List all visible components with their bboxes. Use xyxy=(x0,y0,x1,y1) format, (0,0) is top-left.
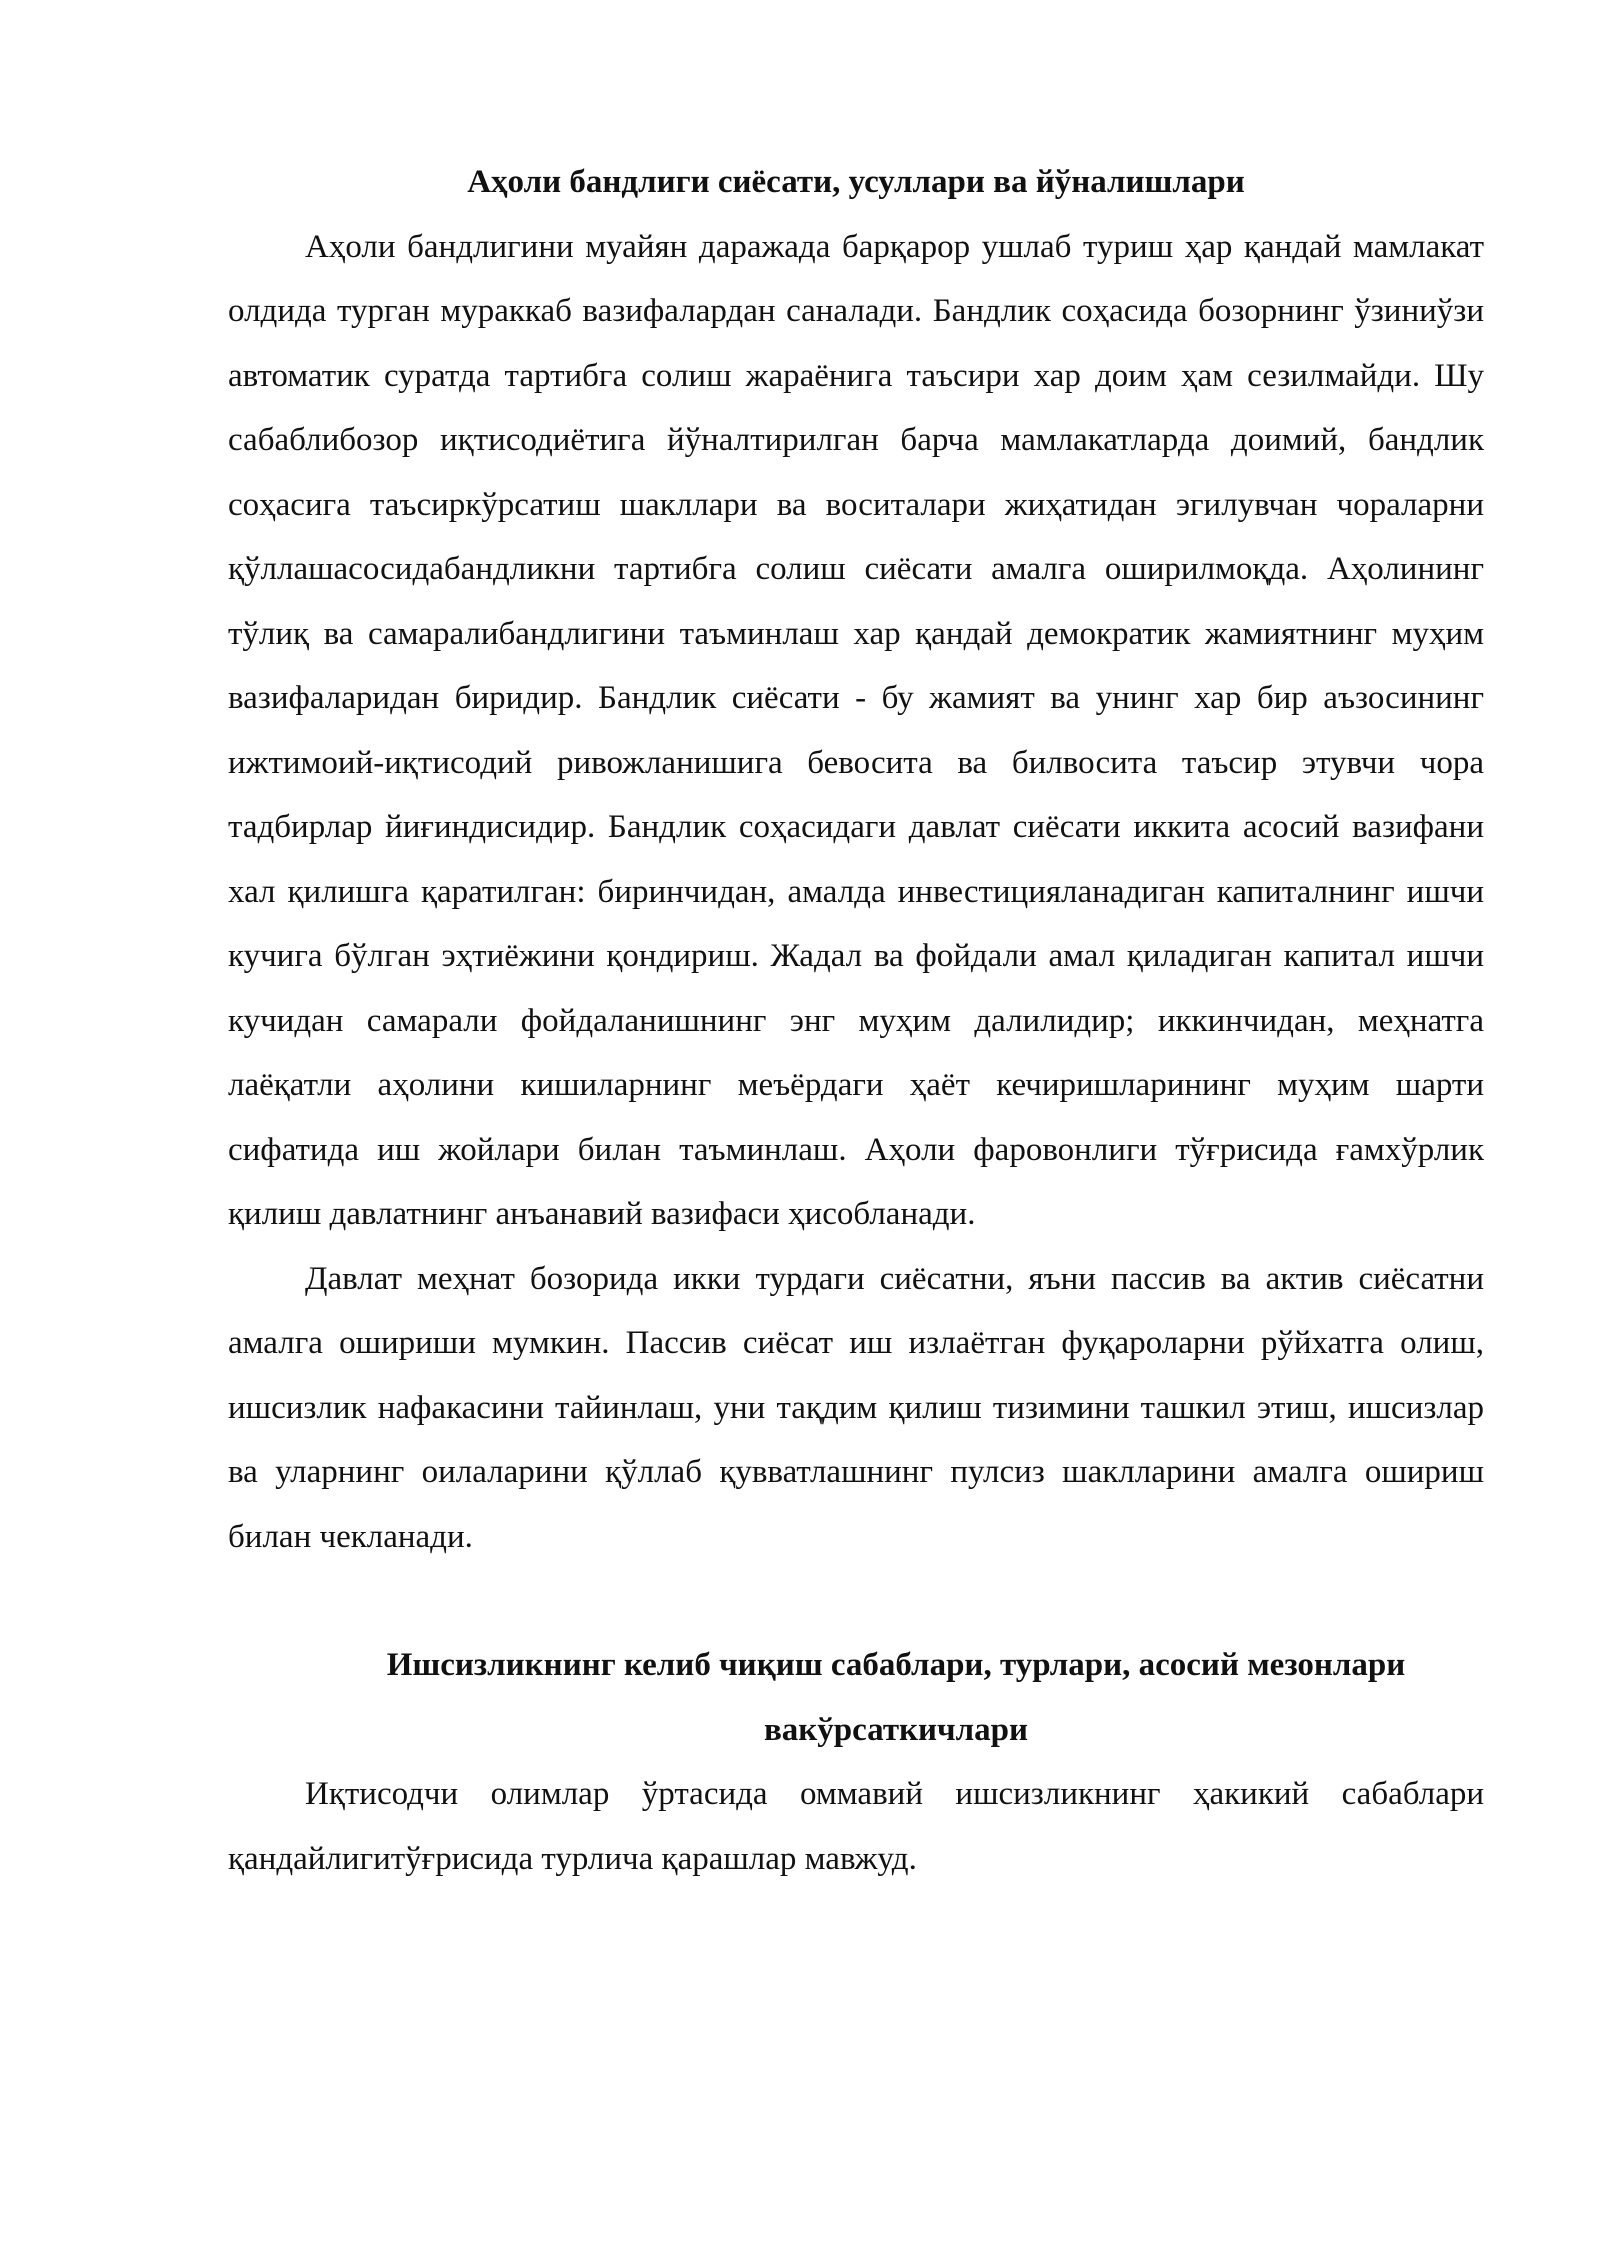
section-2-title: Ишсизликнинг келиб чиқиш сабаблари, турлари, асосий мезонлари вакўрсаткичлари xyxy=(386,1647,1406,1748)
paragraph-2: Давлат меҳнат бозорида икки турдаги сиёсатни, яъни пассив ва актив сиёсатни амалга ошириши мумкин. Пассив сиёсат иш излаётган фуқароларни рўйхатга олиш, ишсизлик нафакасини тайинлаш, уни тақдим қилиш тизимини ташкил этиш, ишсизлар ва уларнинг оилаларини қўллаб қувватлашнинг пулсиз шаклларини амалга ошириш билан чекланади. xyxy=(228,1260,1484,1555)
paragraph-1: Аҳоли бандлигини муайян даражада барқарор ушлаб туриш ҳар қандай мамлакат олдида турган мураккаб вазифалардан саналади. Бандлик соҳасида бозорнинг ўзиниўзи автоматик суратда тартибга солиш жараёнига таъсири хар доим ҳам сезилмайди. Шу сабаблибозор иқтисодиётига йўналтирилган барча мамлакатларда доимий, бандлик соҳасига таъсиркўрсатиш шакллари ва воситалари жиҳатидан эгилувчан чораларни қўллашасосидабандликни тартибга солиш сиёсати амалга оширилмоқда. Аҳолининг тўлиқ ва самаралибандлигини таъминлаш хар қандай демократик жамиятнинг муҳим вазифаларидан биридир. Бандлик сиёсати - бу жамият ва унинг хар бир аъзосининг ижтимоий-иқтисодий ривожланишига бевосита ва билвосита таъсир этувчи чора тадбирлар йиғиндисидир. Бандлик соҳасидаги давлат сиёсати иккита асосий вазифани хал қилишга қаратилган: биринчидан, амалда инвестицияланадиган капиталнинг ишчи кучига бўлган эҳтиёжини қондириш. Жадал ва фойдали амал қиладиган капитал ишчи кучидан самарали фойдаланишнинг энг муҳим далилидир; иккинчидан, меҳнатга лаёқатли аҳолини кишиларнинг меъёрдаги ҳаёт кечиришларининг муҳим шарти сифатида иш жойлари билан таъминлаш. Аҳоли фаровонлиги тўғрисида ғамхўрлик қилиш давлатнинг анъанавий вазифаси ҳисобланади. xyxy=(228,228,1484,1232)
document-body xyxy=(228,150,1484,1891)
paragraph-3: Иқтисодчи олимлар ўртасида оммавий ишсизликнинг ҳакикий сабаблари қандайлигитўғрисида турлича қарашлар мавжуд. xyxy=(228,1776,1484,1877)
document-title: Аҳоли бандлиги сиёсати, усуллари ва йўналишлари xyxy=(467,164,1245,200)
